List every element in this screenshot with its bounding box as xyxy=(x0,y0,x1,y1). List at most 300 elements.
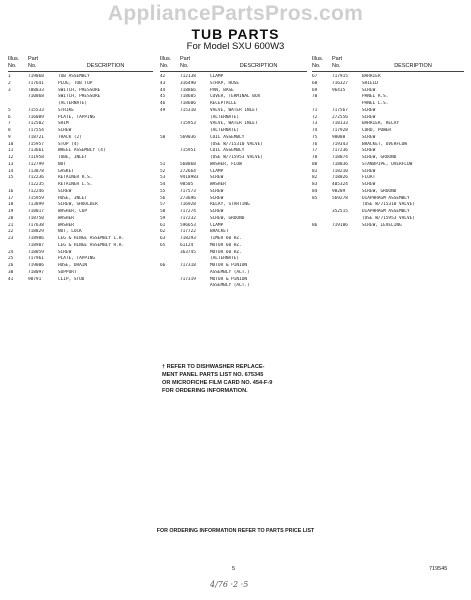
parts-row xyxy=(8,216,153,223)
description-cell: TUB ASSEMBLY xyxy=(58,74,90,79)
illus-no-cell: 41 xyxy=(8,276,14,282)
parts-row xyxy=(8,128,153,135)
parts-row xyxy=(312,155,464,162)
illus-no-cell xyxy=(160,250,180,257)
illus-no-cell: 57 xyxy=(160,202,166,208)
description-cell: (ALTERNATE) xyxy=(210,114,240,120)
description-cell: SCREW xyxy=(362,148,376,154)
column-header xyxy=(8,56,153,72)
header-description: DESCRIPTION xyxy=(394,63,432,69)
parts-row xyxy=(160,88,307,95)
part-no-cell: 718059 xyxy=(28,249,44,255)
description-cell: STOP (4) xyxy=(58,141,80,147)
parts-row xyxy=(160,223,307,230)
part-no-cell: 272664 xyxy=(180,168,196,174)
description-cell: MOTOR 60 HZ. xyxy=(210,242,242,248)
illus-no-cell: 9 xyxy=(8,134,11,140)
part-no-cell: 718017 xyxy=(28,209,44,214)
illus-no-cell: 17 xyxy=(8,195,14,201)
part-no-cell: 96435 xyxy=(332,87,346,93)
parts-row xyxy=(160,155,307,162)
parts-row xyxy=(160,229,307,236)
description-cell: ASSEMBLY (ALT.) xyxy=(210,269,250,275)
parts-row xyxy=(8,101,153,108)
description-cell: SHIELD xyxy=(362,80,378,86)
part-no-cell: 716928 xyxy=(180,202,196,208)
part-no-cell: 717236 xyxy=(332,148,348,154)
illus-no-cell: 76 xyxy=(312,141,318,147)
illus-no-cell xyxy=(160,142,180,149)
parts-rows xyxy=(312,74,464,229)
parts-row xyxy=(160,189,307,196)
part-no-cell: 717915 xyxy=(332,74,348,79)
illus-no-cell: 24 xyxy=(8,249,14,255)
description-cell: SUPPORT xyxy=(58,269,77,275)
part-no-cell xyxy=(180,283,210,290)
parts-row xyxy=(160,202,307,209)
description-cell: PAN, BASE xyxy=(210,87,234,93)
illus-no-cell: 67 xyxy=(312,74,318,79)
illus-no-cell: 69 xyxy=(312,87,318,93)
part-no-cell: 719006 xyxy=(28,263,44,268)
parts-row xyxy=(8,135,153,142)
description-cell: CLAMP xyxy=(210,74,224,79)
part-no-cell xyxy=(180,155,210,162)
parts-row xyxy=(8,202,153,209)
illus-no-cell: 63 xyxy=(160,236,166,241)
part-no-cell: 718026 xyxy=(332,175,348,181)
part-no-cell: 715953 xyxy=(180,121,196,127)
illus-no-cell xyxy=(8,243,28,250)
parts-row xyxy=(8,74,153,81)
description-cell: LEG & HINGE ASSEMBLY R.H. xyxy=(58,242,125,248)
part-no-cell: 712138 xyxy=(180,74,196,79)
illus-no-cell: 82 xyxy=(312,175,318,181)
parts-row xyxy=(160,243,307,250)
illus-no-cell xyxy=(160,270,180,277)
illus-no-cell: 13 xyxy=(8,161,14,167)
parts-row xyxy=(160,182,307,189)
illus-no-cell: 30 xyxy=(8,269,14,275)
description-cell: SCREW, LEVELING xyxy=(362,222,402,228)
part-no-cell: 712799 xyxy=(28,161,44,167)
description-cell: SCREW xyxy=(362,168,376,174)
description-cell: SCREW xyxy=(362,107,376,113)
illus-no-cell: 74 xyxy=(312,128,318,133)
description-cell: HOSE, DRAIN xyxy=(58,263,88,268)
description-cell: (USE W/715310 VALVE) xyxy=(210,141,263,147)
part-no-cell: 98209 xyxy=(332,188,346,194)
part-no-cell: 718097 xyxy=(28,269,44,275)
part-no-cell: 715533 xyxy=(28,107,44,113)
part-no-cell: 719068 xyxy=(28,74,44,79)
part-no-cell: 61124 xyxy=(180,242,194,248)
description-cell: MOTOR & PINION xyxy=(210,276,248,282)
part-no-cell xyxy=(28,101,58,108)
description-cell: VALVE, WATER INLET xyxy=(210,107,258,113)
parts-row xyxy=(160,101,307,108)
illus-no-cell xyxy=(160,115,180,122)
part-no-cell: 718036 xyxy=(332,161,348,167)
description-cell: LEG & HINGE ASSEMBLY L.H. xyxy=(58,236,125,241)
illus-no-cell: 72 xyxy=(312,114,318,120)
parts-row xyxy=(160,142,307,149)
part-no-cell: 9418983 xyxy=(180,175,199,181)
parts-row xyxy=(8,243,153,250)
illus-no-cell: 62 xyxy=(160,229,166,235)
illus-no-cell: 80 xyxy=(312,161,318,167)
part-no-cell: 405324 xyxy=(332,182,348,187)
description-cell: WHEEL ASSEMBLY (4) xyxy=(58,148,106,154)
description-cell: MOTOR 60 HZ. xyxy=(210,249,242,255)
description-cell: BRACKET, OVERFLOW xyxy=(362,141,407,147)
illus-no-cell xyxy=(8,182,28,189)
description-cell: (USE W/715953 VALVE) xyxy=(210,155,263,160)
watermark: AppliancePartsPros.com xyxy=(107,2,364,25)
part-no-cell xyxy=(180,128,210,135)
part-no-cell: 719343 xyxy=(332,141,348,147)
illus-no-cell: 3 xyxy=(8,87,11,93)
illus-no-cell: 42 xyxy=(160,74,166,79)
part-no-cell: 718606 xyxy=(180,101,196,106)
description-cell: SCREW xyxy=(362,87,376,93)
part-no-cell: 717567 xyxy=(332,107,348,113)
illus-no-cell: 21 xyxy=(8,222,14,228)
illus-no-cell: 45 xyxy=(160,94,166,100)
replacement-panel-note: † REFER TO DISHWASHER REPLACE- MENT PANEL PARTS LIST NO. 675345 OR MICROFICHE FILM CARD NO. 454-F-9 FOR ORDERING INFORMATION. xyxy=(162,364,273,394)
column-header xyxy=(160,56,307,72)
description-cell: SCREW xyxy=(58,249,72,255)
ordering-footer: FOR ORDERING INFORMATION REFER TO PARTS PRICE LIST xyxy=(156,528,315,534)
description-cell: SCREW xyxy=(58,188,72,194)
page-title: TUB PARTS xyxy=(191,26,280,42)
description-cell: BARRIER, RELAY xyxy=(362,121,400,127)
illus-no-cell: 51 xyxy=(160,161,166,167)
description-cell: TUBE, INLET xyxy=(58,155,88,160)
parts-row xyxy=(8,115,153,122)
description-cell: SCREW, GROUND xyxy=(210,215,245,221)
illus-no-cell: 58 xyxy=(160,209,166,214)
part-no-cell: 98505 xyxy=(180,182,194,187)
part-no-cell: 719186 xyxy=(332,222,348,228)
part-no-cell: 713899 xyxy=(28,202,44,208)
description-cell: BRACKET xyxy=(210,229,229,235)
description-cell: SWITCH, PRESSURE xyxy=(58,94,101,100)
parts-row xyxy=(312,108,464,115)
parts-row xyxy=(8,250,153,257)
part-no-cell: 718721 xyxy=(28,134,44,140)
illus-no-cell: 23 xyxy=(8,236,14,241)
parts-row xyxy=(160,135,307,142)
parts-row xyxy=(160,236,307,243)
parts-row xyxy=(8,162,153,169)
illus-no-cell xyxy=(8,94,28,101)
parts-row xyxy=(160,175,307,182)
part-no-cell: 718074 xyxy=(332,155,348,160)
illus-no-cell xyxy=(160,155,180,162)
description-cell: (ALTERNATE) xyxy=(210,128,240,133)
part-no-cell: 717554 xyxy=(28,128,44,133)
part-no-cell xyxy=(332,101,362,108)
description-cell: STRIKE xyxy=(58,107,74,113)
header-illus-no: Illus. No. xyxy=(160,56,172,69)
illus-no-cell: 12 xyxy=(8,155,14,160)
part-no-cell xyxy=(332,216,362,223)
description-cell: DIAPHRAGM ASSEMBLY xyxy=(362,195,410,201)
parts-row xyxy=(160,162,307,169)
parts-column-1 xyxy=(8,56,153,283)
description-cell: (ALTERNATE) xyxy=(210,256,240,262)
part-no-cell: 716089 xyxy=(28,114,44,120)
parts-row xyxy=(160,169,307,176)
part-no-cell: 713661 xyxy=(28,148,44,154)
illus-no-cell: 2 xyxy=(8,80,11,86)
description-cell: TIMER 60 HZ. xyxy=(210,236,242,241)
illus-no-cell: 15 xyxy=(8,175,14,181)
illus-no-cell: 75 xyxy=(312,134,318,140)
illus-no-cell: 84 xyxy=(312,188,318,194)
description-cell: PLATE, TAPPING xyxy=(58,114,96,120)
description-cell: SCREW, GROUND xyxy=(362,155,397,160)
part-no-cell: 718605 xyxy=(180,94,196,100)
handwritten-note: 4/76 ·2 ·5 xyxy=(210,580,249,589)
part-no-cell: 596653 xyxy=(180,222,196,228)
parts-row xyxy=(160,263,307,270)
description-cell: COIL ASSEMBLY xyxy=(210,134,245,140)
parts-row xyxy=(312,175,464,182)
illus-no-cell: 65 xyxy=(160,242,166,248)
illus-no-cell: 20 xyxy=(8,215,14,221)
description-cell: SCREW xyxy=(210,175,224,181)
parts-row xyxy=(312,94,464,101)
parts-rows xyxy=(8,74,153,283)
part-no-cell: 718829 xyxy=(28,229,44,235)
part-no-cell: 316490 xyxy=(180,80,196,86)
header-description: DESCRIPTION xyxy=(86,63,125,69)
description-cell: WASHER, FLOW xyxy=(210,161,242,167)
parts-row xyxy=(312,202,464,209)
description-cell: PLUG, TUB TOP xyxy=(58,80,93,86)
parts-row xyxy=(8,108,153,115)
illus-no-cell: 10 xyxy=(8,141,14,147)
illus-no-cell xyxy=(160,256,180,263)
part-no-cell: 718133 xyxy=(332,121,348,127)
parts-column-3 xyxy=(312,56,464,229)
description-cell: CLAMP xyxy=(210,222,224,228)
parts-row xyxy=(160,128,307,135)
description-cell: VALVE, WATER INLET xyxy=(210,121,258,127)
description-cell: SCREW xyxy=(210,195,224,201)
description-cell: NUT xyxy=(58,161,66,167)
description-cell: PANEL R.S. xyxy=(362,94,389,100)
parts-row xyxy=(8,189,153,196)
header-illus-no: Illus. No. xyxy=(8,56,20,69)
parts-row xyxy=(160,270,307,277)
parts-column-2 xyxy=(160,56,307,290)
illus-no-cell: 85 xyxy=(312,195,318,201)
parts-row xyxy=(8,277,153,284)
illus-no-cell xyxy=(160,128,180,135)
parts-row xyxy=(312,128,464,135)
description-cell: (USE W/715953 VALVE) xyxy=(362,215,415,221)
illus-no-cell: 77 xyxy=(312,148,318,154)
part-no-cell: 717928 xyxy=(332,128,348,133)
description-cell: GASKET xyxy=(58,168,74,174)
part-no-cell: 715957 xyxy=(28,141,44,147)
illus-no-cell: 81 xyxy=(312,168,318,174)
description-cell: SCREW xyxy=(362,114,376,120)
parts-row xyxy=(8,88,153,95)
part-no-cell: 273696 xyxy=(180,195,196,201)
parts-row xyxy=(8,270,153,277)
parts-row xyxy=(8,81,153,88)
description-cell: STRAP, HOSE xyxy=(210,80,240,86)
description-cell: COIL ASSEMBLY xyxy=(210,148,245,154)
description-cell: FLOAT xyxy=(362,175,376,181)
description-cell: WASHER xyxy=(58,222,74,228)
description-cell: SHIM xyxy=(58,121,69,127)
header-description: DESCRIPTION xyxy=(239,63,278,69)
parts-row xyxy=(312,189,464,196)
description-cell: RECEPTACLE xyxy=(210,101,237,106)
parts-row xyxy=(160,115,307,122)
part-no-cell: 352515 xyxy=(332,209,348,214)
parts-row xyxy=(312,196,464,203)
illus-no-cell: 43 xyxy=(160,80,166,86)
parts-row xyxy=(8,175,153,182)
description-cell: RETAINER L.S. xyxy=(58,182,93,187)
part-no-cell xyxy=(180,270,210,277)
illus-no-cell: 19 xyxy=(8,209,14,214)
description-cell: COVER, TERMINAL BOX xyxy=(210,94,261,100)
parts-row xyxy=(312,162,464,169)
illus-no-cell: 86 xyxy=(312,222,318,228)
parts-row xyxy=(312,81,464,88)
part-no-cell: 710068 xyxy=(28,94,44,100)
part-no-cell: 717232 xyxy=(180,215,196,221)
illus-no-cell xyxy=(160,121,180,128)
parts-row xyxy=(312,142,464,149)
illus-no-cell: 25 xyxy=(8,256,14,262)
parts-row xyxy=(160,250,307,257)
part-no-cell: 718750 xyxy=(28,215,44,221)
parts-row xyxy=(312,182,464,189)
parts-row xyxy=(8,263,153,270)
parts-row xyxy=(8,169,153,176)
description-cell: SCREW xyxy=(58,128,72,133)
parts-row xyxy=(312,88,464,95)
part-no-cell: 712246 xyxy=(28,188,44,194)
document-number: 719545 xyxy=(429,566,448,572)
parts-row xyxy=(160,108,307,115)
part-no-cell: 708033 xyxy=(28,87,44,93)
part-no-cell: 712502 xyxy=(28,121,44,127)
illus-no-cell: 61 xyxy=(160,222,166,228)
illus-no-cell: 56 xyxy=(160,195,166,201)
illus-no-cell: 6 xyxy=(8,114,11,120)
parts-row xyxy=(160,121,307,128)
part-no-cell: 712236 xyxy=(28,175,44,181)
header-part-no: Part No. xyxy=(332,56,343,69)
illus-no-cell: 54 xyxy=(160,182,166,187)
page-number: 5 xyxy=(232,566,236,572)
part-no-cell: 715959 xyxy=(28,195,44,201)
parts-rows xyxy=(160,74,307,290)
parts-row xyxy=(312,121,464,128)
parts-row xyxy=(8,209,153,216)
description-cell: SCREW, SHOULDER xyxy=(58,202,98,208)
part-no-cell: 717638 xyxy=(28,222,44,228)
description-cell: SCREW xyxy=(362,182,376,187)
parts-row xyxy=(160,256,307,263)
part-no-cell xyxy=(180,115,210,122)
parts-row xyxy=(8,236,153,243)
parts-row xyxy=(312,74,464,81)
parts-row xyxy=(312,216,464,223)
parts-row xyxy=(160,277,307,284)
illus-no-cell: 44 xyxy=(160,87,166,93)
column-header xyxy=(312,56,464,72)
illus-no-cell: 66 xyxy=(160,263,166,268)
parts-row xyxy=(8,121,153,128)
part-no-cell: 717318 xyxy=(180,263,196,268)
illus-no-cell: 18 xyxy=(8,202,14,208)
illus-no-cell: 14 xyxy=(8,168,14,174)
illus-no-cell: 8 xyxy=(8,128,11,133)
parts-row xyxy=(312,223,464,230)
part-no-cell: 569278 xyxy=(332,195,348,201)
illus-no-cell: 70 xyxy=(312,94,318,100)
description-cell: SCREW xyxy=(362,134,376,140)
parts-row xyxy=(160,196,307,203)
illus-no-cell xyxy=(160,283,180,290)
illus-no-cell: 73 xyxy=(312,121,318,127)
part-no-cell xyxy=(180,142,210,149)
description-cell: WASHER xyxy=(58,215,74,221)
parts-row xyxy=(8,142,153,149)
description-cell: TRACK (2) xyxy=(58,134,82,140)
illus-no-cell xyxy=(312,209,332,216)
part-no-cell: 272556 xyxy=(332,114,348,120)
parts-row xyxy=(8,182,153,189)
description-cell: CLAMP xyxy=(210,168,224,174)
parts-row xyxy=(312,209,464,216)
illus-no-cell: 83 xyxy=(312,182,318,187)
description-cell: CORD, POWER xyxy=(362,128,392,133)
part-no-cell: 717641 xyxy=(28,80,44,86)
part-no-cell: 712235 xyxy=(28,182,44,187)
illus-no-cell: 59 xyxy=(160,215,166,221)
description-cell: BARRIER xyxy=(362,74,381,79)
illus-no-cell xyxy=(160,277,180,284)
illus-no-cell xyxy=(8,101,28,108)
part-no-cell: 713878 xyxy=(28,168,44,174)
illus-no-cell: 50 xyxy=(160,134,166,140)
part-no-cell: 718210 xyxy=(332,168,348,174)
illus-no-cell: 78 xyxy=(312,155,318,160)
description-cell: STANDPIPE, OVERFLOW xyxy=(362,161,413,167)
illus-no-cell xyxy=(312,101,332,108)
part-no-cell: 715310 xyxy=(180,107,196,113)
description-cell: WASHER xyxy=(210,182,226,187)
part-no-cell: 717274 xyxy=(180,209,196,214)
parts-row xyxy=(8,196,153,203)
illus-no-cell: 16 xyxy=(8,188,14,194)
description-cell: PLATE, TAPPING xyxy=(58,256,96,262)
parts-row xyxy=(312,169,464,176)
part-no-cell: 363745 xyxy=(180,249,196,255)
parts-row xyxy=(312,135,464,142)
